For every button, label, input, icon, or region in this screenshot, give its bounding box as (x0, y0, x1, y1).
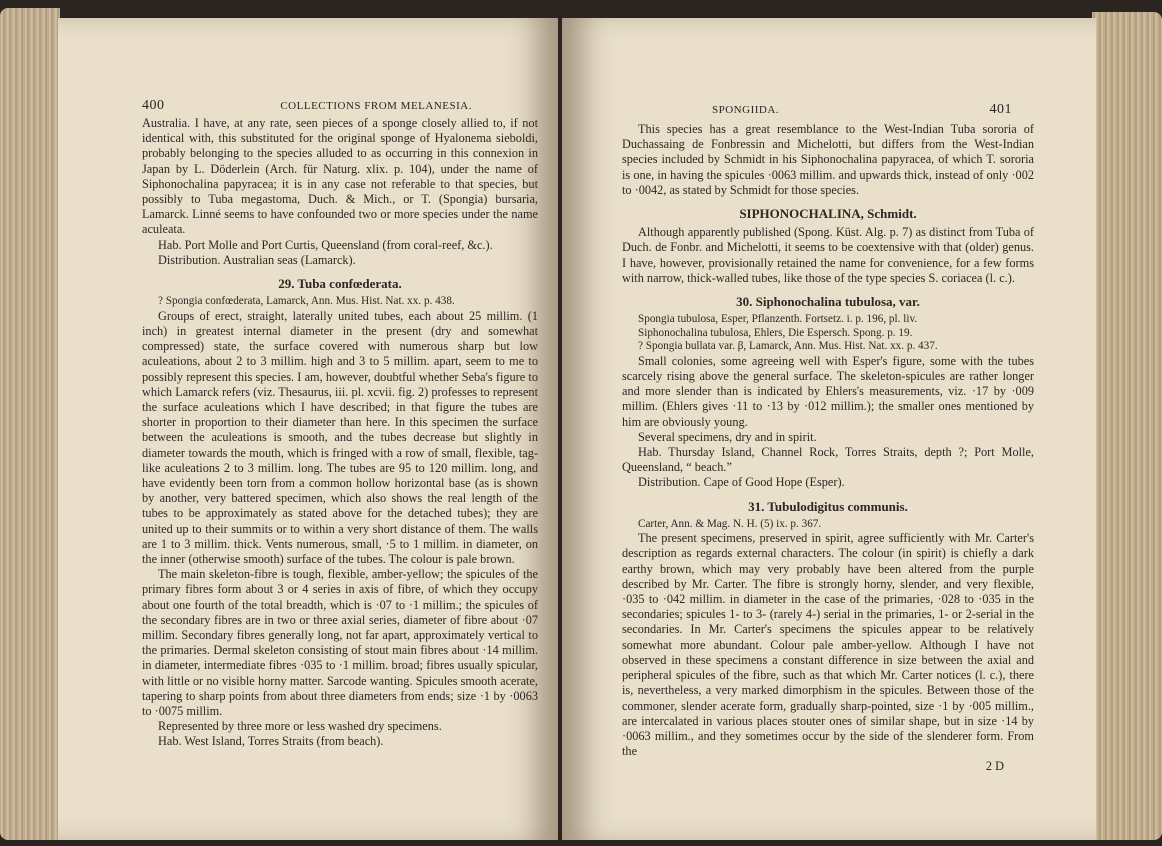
paragraph: Hab. Thursday Island, Channel Rock, Torres Straits, depth ?; Port Molle, Queensland, “ beach.” (622, 444, 1034, 475)
page-edges-right (1092, 12, 1162, 840)
paragraph: This species has a great resemblance to the West-Indian Tuba sororia of Duchassaing de Fonbressin and Michelotti, but differs from the West-Indian species included by Schmidt in his Siphonochalina papyracea, of which T. sororia is one, in having the spicules ·0063 millim. and upwards thick, instead of only ·002 to ·0042, as stated by Schmidt for those species. (622, 122, 1034, 197)
left-page (58, 18, 558, 840)
paragraph: Groups of erect, straight, laterally united tubes, each about 25 millim. (1 inch) in greatest internal diameter in the present (dry and somewhat compressed) state, the surface covered with numerous sharp but low aculeations, about 2 to 3 millim. high and 3 to 5 millim. apart, seem to me to possibly represent this species. I am, however, doubtful whether Seba's figure to which Lamarck refers (viz. Thesaurus, iii. pl. xcvii. fig. 2) professes to represent the surface aculeations which I have described; in that figure the tubes are shorter in proportion to their diameter than here. In this specimen the surface between the aculeations is smooth, and the tubes decrease but slightly in diameter towards the mouth, which is fringed with a row of small, flexible, tag-like aculeations 2 to 3 millim. long. The tubes are 95 to 120 millim. long, and have evidently been torn from a common hollow horizontal base (as is shown by another, very battered specimen, which also shows the real length of the tubes to be approximately as stated above for the detached tubes); they are united up to their summits or to within a very short distance of them. The walls are 1 to 3 millim. thick. Vents numerous, small, ·5 to 1 millim. in diameter, on the inner (otherwise smooth) surface of the tubes. The colour is pale brown. (142, 308, 538, 566)
paragraph: Hab. West Island, Torres Straits (from beach). (158, 734, 384, 749)
paragraph: Hab. Port Molle and Port Curtis, Queensland (from coral-reef, &c.). (158, 237, 493, 252)
page-edges-left (0, 8, 60, 840)
paragraph: Several specimens, dry and in spirit. (638, 429, 817, 444)
left-page-text (142, 116, 538, 750)
synonymy: ? Spongia confœderata, Lamarck, Ann. Mus. Hist. Nat. xx. p. 438. (158, 295, 455, 308)
species-heading: 30. Siphonochalina tubulosa, var. (736, 294, 920, 310)
synonymy: Siphonochalina tubulosa, Ehlers, Die Espersch. Spong. p. 19. (638, 326, 913, 339)
left-running-title: COLLECTIONS FROM MELANESIA. (280, 100, 472, 112)
signature-mark: 2 D (985, 759, 1004, 774)
paragraph: Small colonies, some agreeing well with Esper's figure, some with the tubes scarcely rising above the general surface. The skeleton-spicules are rather longer and more slender than is indicated by Ehlers's measurements, viz. ·17 by ·009 millim. (Ehlers gives ·11 to ·13 by ·012 millim.); the smaller ones mentioned by him are obviously young. (622, 353, 1034, 429)
paragraph: Australia. I have, at any rate, seen pieces of a sponge closely allied to, if not identical with, this substituted for the original sponge of Hyalonema sieboldi, probably belonging to the species alluded to as occurring in this connexion in Japan by L. Döderlein (Arch. für Naturg. xlix. p. 104), under the name of Siphonochalina papyracea; it is in any case not referable to that species, but possibly to Tuba megastoma, Duch. & Mich., or T. (Spongia) bursaria, Lamarck. Linné seems to have confounded two or more species under the name aculeata. (142, 116, 538, 237)
species-heading: 31. Tubulodigitus communis. (748, 498, 908, 514)
synonymy: Spongia tubulosa, Esper, Pflanzenth. Fortsetz. i. p. 196, pl. liv. (638, 313, 918, 326)
paragraph: Distribution. Australian seas (Lamarck). (158, 252, 356, 267)
paragraph: Distribution. Cape of Good Hope (Esper). (638, 475, 845, 490)
synonymy: ? Spongia bullata var. β, Lamarck, Ann. Mus. Hist. Nat. xx. p. 437. (638, 340, 938, 353)
paragraph: The main skeleton-fibre is tough, flexible, amber-yellow; the spicules of the primary fibres form about 3 or 4 series in axis of fibre, of which they occupy about one fourth of the total breadth, which is ·07 to ·1 millim.; the spicules of the secondary fibres are in two or three axial series, diameter of fibre about ·07 millim. Secondary fibres generally long, not far apart, approximately vertical to the primaries. Dermal skeleton consisting of stout main fibres about ·14 millim. in diameter, intermediate fibres ·035 to ·1 millim. broad; fibres usually spicular, with little or no visible horny matter. Sarcode wanting. Spicules smooth acerate, tapering to sharp points from about three diameters from ends; size ·1 by ·0063 to ·0075 millim. (142, 567, 538, 719)
paragraph: Although apparently published (Spong. Küst. Alg. p. 7) as distinct from Tuba of Duch. de Fonbr. and Michelotti, it seems to be coextensive with that (older) genus. I have, however, provisionally retained the name for convenience, for a few forms with narrow, thick-walled tubes, like those of the type species S. coriacea (l. c.). (622, 225, 1034, 285)
species-heading: 29. Tuba confœderata. (278, 276, 402, 292)
right-page-text (622, 122, 1034, 775)
paragraph: The present specimens, preserved in spirit, agree sufficiently with Mr. Carter's description as regards external characters. The colour (in spirit) is chiefly a dark earthy brown, which may very probably have been altered from the purple described by Mr. Carter. The fibre is strongly horny, slender, and very flexible, ·035 to ·042 millim. in diameter in the case of the primaries, ·028 to ·035 in the secondaries; spicules 1- to 3- (rarely 4-) serial in the primaries, 1- or 2-serial in the secondaries. In Mr. Carter's specimens the spicules appear to be relatively somewhat more abundant. Colour pale amber-yellow. Although I have not observed in these specimens a constant difference in size between the axial and peripheral spicules of the fibre, such as that which Mr. Carter notices (l. c.), there is, nevertheless, a very marked dimorphism in the spicules. Between those of the commoner, slender acerate form, gradually sharp-pointed, size ·1 by ·005 millim., are intercalated in various places stouter ones of similar shape, but in size ·14 by ·0063 millim., and they sometimes occur by the side of the slenderer form. From the (622, 531, 1034, 759)
paragraph: Represented by three more or less washed dry specimens. (158, 719, 442, 734)
left-running-head (142, 98, 472, 114)
right-page-number: 401 (989, 102, 1012, 117)
genus-heading: SIPHONOCHALINA, Schmidt. (739, 206, 917, 222)
left-page-number: 400 (142, 98, 165, 113)
right-running-title: SPONGIIDA. (712, 104, 780, 116)
synonymy: Carter, Ann. & Mag. N. H. (5) ix. p. 367. (638, 517, 822, 530)
right-page (562, 18, 1096, 840)
right-running-head (712, 102, 1012, 118)
